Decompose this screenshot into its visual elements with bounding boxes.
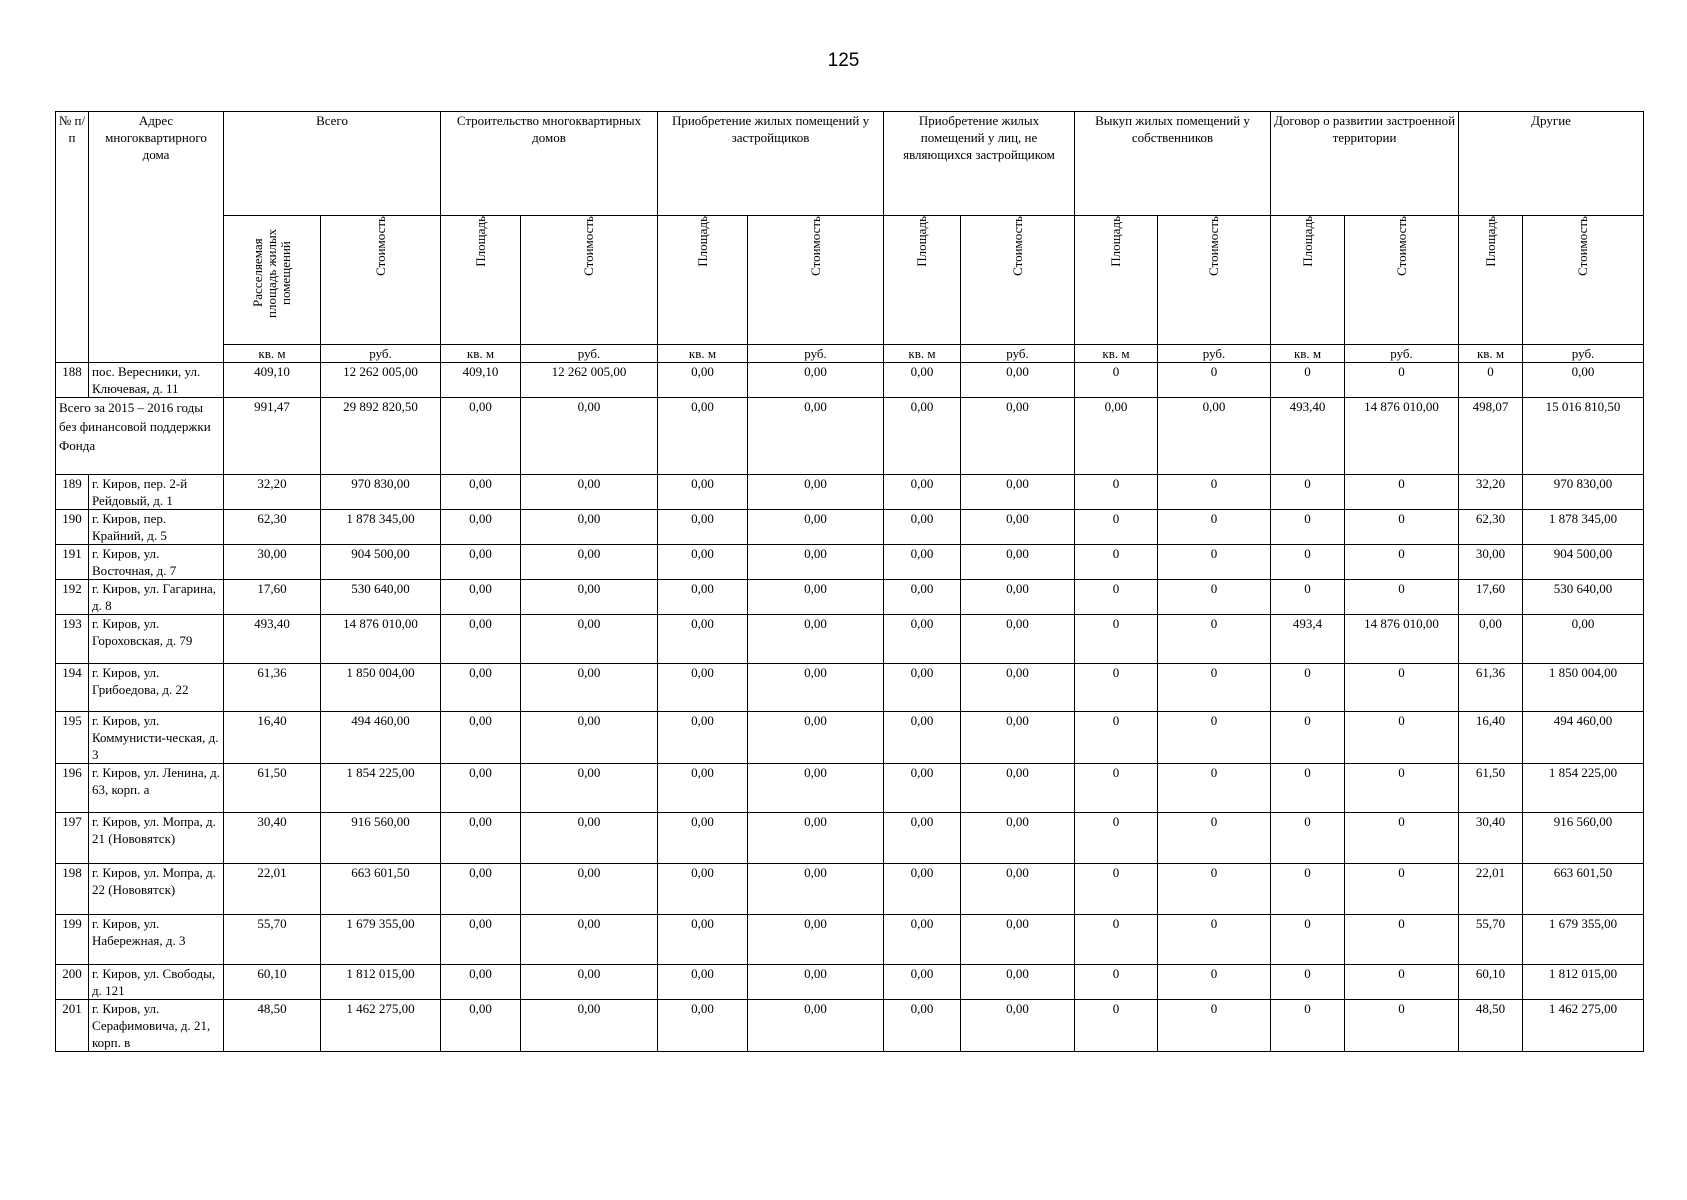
cell-area: 0 (1271, 664, 1345, 712)
table-row (56, 813, 1644, 864)
unit-cost: руб. (748, 345, 884, 363)
subheader-cost: Стоимость (748, 216, 884, 345)
subheader-area: Площадь (1271, 216, 1345, 345)
cell-cost: 0 (1158, 764, 1271, 813)
cell-cost: 0,00 (748, 664, 884, 712)
cell-cost: 0,00 (1158, 398, 1271, 475)
row-address: пос. Вересники, ул. Ключевая, д. 11 (89, 363, 224, 398)
cell-cost: 0,00 (961, 510, 1075, 545)
cell-area: 0,00 (658, 813, 748, 864)
cell-cost: 0 (1345, 664, 1459, 712)
cell-cost: 0,00 (961, 915, 1075, 965)
cell-area: 0 (1075, 915, 1158, 965)
cell-cost: 0,00 (961, 580, 1075, 615)
cell-cost: 0 (1158, 915, 1271, 965)
header-group-other: Другие (1459, 112, 1644, 216)
cell-cost: 0,00 (748, 915, 884, 965)
cell-area: 0 (1271, 510, 1345, 545)
cell-cost: 0 (1158, 580, 1271, 615)
table-row (56, 580, 1644, 615)
row-address: г. Киров, пер. Крайний, д. 5 (89, 510, 224, 545)
row-address: г. Киров, ул. Коммунисти-ческая, д. 3 (89, 712, 224, 764)
cell-area: 0,00 (658, 864, 748, 915)
cell-cost: 0,00 (521, 1000, 658, 1052)
cell-area: 0 (1075, 475, 1158, 510)
unit-cost: руб. (521, 345, 658, 363)
cell-area: 62,30 (1459, 510, 1523, 545)
cell-area: 0,00 (884, 664, 961, 712)
row-address: г. Киров, ул. Гороховская, д. 79 (89, 615, 224, 664)
header-group-construction: Строительство многоквартирных домов (441, 112, 658, 216)
cell-cost: 0,00 (748, 764, 884, 813)
cell-cost: 0,00 (521, 664, 658, 712)
cell-cost: 0 (1158, 545, 1271, 580)
table-row (56, 510, 1644, 545)
cell-cost: 494 460,00 (321, 712, 441, 764)
row-number: 189 (56, 475, 89, 510)
row-address: г. Киров, пер. 2-й Рейдовый, д. 1 (89, 475, 224, 510)
cell-area: 0,00 (884, 615, 961, 664)
table-body (56, 363, 1644, 1052)
header-no: № п/п (56, 112, 89, 363)
row-number: 197 (56, 813, 89, 864)
cell-area: 0 (1271, 580, 1345, 615)
cell-area: 991,47 (224, 398, 321, 475)
cell-cost: 0,00 (521, 764, 658, 813)
subheader-area: Площадь (658, 216, 748, 345)
row-number: 198 (56, 864, 89, 915)
cell-cost: 1 850 004,00 (321, 664, 441, 712)
cell-cost: 0 (1158, 712, 1271, 764)
cell-area: 0,00 (884, 712, 961, 764)
cell-area: 0 (1075, 813, 1158, 864)
cell-cost: 0 (1158, 664, 1271, 712)
cell-cost: 0,00 (748, 363, 884, 398)
row-number: 200 (56, 965, 89, 1000)
subheader-area: Площадь (1075, 216, 1158, 345)
table-row (56, 1000, 1644, 1052)
row-number: 188 (56, 363, 89, 398)
cell-area: 0,00 (658, 580, 748, 615)
cell-cost: 1 462 275,00 (321, 1000, 441, 1052)
cell-cost: 0,00 (961, 864, 1075, 915)
row-address: г. Киров, ул. Свободы, д. 121 (89, 965, 224, 1000)
cell-area: 409,10 (441, 363, 521, 398)
cell-cost: 663 601,50 (1523, 864, 1644, 915)
cell-cost: 12 262 005,00 (521, 363, 658, 398)
row-address: г. Киров, ул. Грибоедова, д. 22 (89, 664, 224, 712)
row-address: г. Киров, ул. Набережная, д. 3 (89, 915, 224, 965)
cell-area: 0 (1075, 510, 1158, 545)
cell-area: 16,40 (224, 712, 321, 764)
cell-cost: 0 (1345, 864, 1459, 915)
cell-area: 409,10 (224, 363, 321, 398)
cell-cost: 0,00 (521, 965, 658, 1000)
subheader-cost: Стоимость (1345, 216, 1459, 345)
cell-cost: 1 812 015,00 (321, 965, 441, 1000)
cell-cost: 0,00 (748, 1000, 884, 1052)
cell-cost: 0,00 (961, 615, 1075, 664)
subheader-area: Площадь (1459, 216, 1523, 345)
cell-area: 0,00 (884, 764, 961, 813)
cell-cost: 0 (1345, 965, 1459, 1000)
cell-cost: 0,00 (521, 475, 658, 510)
cell-area: 0,00 (658, 475, 748, 510)
subheader-cost: Стоимость (1158, 216, 1271, 345)
subheader-cost: Стоимость (321, 216, 441, 345)
cell-area: 55,70 (1459, 915, 1523, 965)
row-number: 194 (56, 664, 89, 712)
subheader-area: Площадь (884, 216, 961, 345)
cell-area: 16,40 (1459, 712, 1523, 764)
cell-cost: 0,00 (521, 615, 658, 664)
cell-area: 0,00 (884, 545, 961, 580)
cell-cost: 0,00 (961, 1000, 1075, 1052)
cell-area: 0 (1271, 764, 1345, 813)
row-address: г. Киров, ул. Серафимовича, д. 21, корп. в (89, 1000, 224, 1052)
page-number: 125 (827, 50, 860, 71)
cell-cost: 0,00 (521, 864, 658, 915)
cell-area: 0,00 (884, 475, 961, 510)
cell-cost: 1 812 015,00 (1523, 965, 1644, 1000)
cell-cost: 1 679 355,00 (1523, 915, 1644, 965)
cell-area: 22,01 (1459, 864, 1523, 915)
cell-area: 0,00 (441, 1000, 521, 1052)
cell-area: 0 (1271, 864, 1345, 915)
unit-area: кв. м (441, 345, 521, 363)
cell-area: 17,60 (224, 580, 321, 615)
row-address: г. Киров, ул. Ленина, д. 63, корп. а (89, 764, 224, 813)
cell-cost: 663 601,50 (321, 864, 441, 915)
unit-cost: руб. (1345, 345, 1459, 363)
cell-area: 0,00 (441, 712, 521, 764)
cell-cost: 0 (1345, 1000, 1459, 1052)
cell-area: 0 (1271, 813, 1345, 864)
unit-cost: руб. (961, 345, 1075, 363)
cell-area: 0,00 (884, 398, 961, 475)
cell-area: 0,00 (441, 813, 521, 864)
cell-area: 0,00 (441, 664, 521, 712)
cell-cost: 0 (1345, 915, 1459, 965)
table-row (56, 363, 1644, 398)
cell-cost: 0 (1158, 510, 1271, 545)
cell-cost: 0,00 (748, 475, 884, 510)
total-row (56, 398, 1644, 475)
row-address: г. Киров, ул. Гагарина, д. 8 (89, 580, 224, 615)
cell-cost: 530 640,00 (1523, 580, 1644, 615)
header-group-total: Всего (224, 112, 441, 216)
subheader-area: Площадь (441, 216, 521, 345)
cell-area: 0,00 (884, 1000, 961, 1052)
cell-area: 0 (1271, 363, 1345, 398)
cell-cost: 0 (1158, 813, 1271, 864)
cell-area: 0,00 (441, 615, 521, 664)
cell-cost: 0 (1345, 510, 1459, 545)
cell-area: 0,00 (884, 363, 961, 398)
cell-cost: 1 850 004,00 (1523, 664, 1644, 712)
cell-cost: 0,00 (521, 813, 658, 864)
cell-area: 498,07 (1459, 398, 1523, 475)
header-group-purchase-developers: Приобретение жилых помещений у застройщиков (658, 112, 884, 216)
cell-area: 0,00 (884, 510, 961, 545)
cell-cost: 0,00 (521, 398, 658, 475)
cell-area: 32,20 (224, 475, 321, 510)
cell-cost: 0 (1345, 580, 1459, 615)
table-row (56, 545, 1644, 580)
cell-area: 0,00 (441, 864, 521, 915)
cell-cost: 0,00 (748, 712, 884, 764)
row-address: г. Киров, ул. Мопра, д. 22 (Нововятск) (89, 864, 224, 915)
cell-cost: 14 876 010,00 (1345, 398, 1459, 475)
cell-cost: 0,00 (521, 580, 658, 615)
cell-area: 0,00 (884, 915, 961, 965)
row-number: 191 (56, 545, 89, 580)
cell-area: 0,00 (658, 545, 748, 580)
header-group-territory: Договор о развитии застроенной территории (1271, 112, 1459, 216)
cell-cost: 0,00 (748, 615, 884, 664)
row-number: 190 (56, 510, 89, 545)
row-number: 192 (56, 580, 89, 615)
subheader-cost: Стоимость (961, 216, 1075, 345)
row-number: 201 (56, 1000, 89, 1052)
cell-cost: 0,00 (521, 712, 658, 764)
cell-cost: 0,00 (961, 398, 1075, 475)
cell-area: 0,00 (658, 615, 748, 664)
cell-area: 30,00 (224, 545, 321, 580)
cell-cost: 0,00 (521, 510, 658, 545)
cell-cost: 0,00 (961, 363, 1075, 398)
header-address: Адрес многоквартирного дома (89, 112, 224, 363)
cell-cost: 14 876 010,00 (1345, 615, 1459, 664)
table-row (56, 712, 1644, 764)
cell-area: 0,00 (658, 764, 748, 813)
table-row (56, 915, 1644, 965)
cell-area: 0,00 (658, 965, 748, 1000)
cell-area: 61,50 (1459, 764, 1523, 813)
cell-area: 493,40 (1271, 398, 1345, 475)
cell-area: 0,00 (658, 510, 748, 545)
cell-cost: 1 679 355,00 (321, 915, 441, 965)
cell-area: 0 (1271, 915, 1345, 965)
table-row (56, 664, 1644, 712)
cell-cost: 0 (1345, 813, 1459, 864)
unit-area: кв. м (1459, 345, 1523, 363)
cell-area: 0,00 (441, 398, 521, 475)
cell-area: 0 (1459, 363, 1523, 398)
cell-area: 0 (1271, 475, 1345, 510)
cell-area: 61,50 (224, 764, 321, 813)
cell-area: 55,70 (224, 915, 321, 965)
unit-area: кв. м (1075, 345, 1158, 363)
cell-cost: 970 830,00 (1523, 475, 1644, 510)
cell-area: 0 (1075, 965, 1158, 1000)
cell-cost: 916 560,00 (1523, 813, 1644, 864)
subheader-total-area: Расселяемая площадь жилых помещений (224, 216, 321, 345)
cell-area: 30,00 (1459, 545, 1523, 580)
cell-cost: 0 (1158, 1000, 1271, 1052)
cell-area: 0 (1075, 1000, 1158, 1052)
row-number: 199 (56, 915, 89, 965)
cell-cost: 15 016 810,50 (1523, 398, 1644, 475)
cell-area: 30,40 (1459, 813, 1523, 864)
cell-cost: 0,00 (521, 545, 658, 580)
cell-area: 0,00 (1459, 615, 1523, 664)
cell-area: 0,00 (658, 664, 748, 712)
cell-cost: 0,00 (961, 712, 1075, 764)
row-address: г. Киров, ул. Мопра, д. 21 (Нововятск) (89, 813, 224, 864)
cell-area: 0 (1075, 545, 1158, 580)
cell-area: 0 (1075, 664, 1158, 712)
cell-area: 0,00 (441, 545, 521, 580)
cell-cost: 970 830,00 (321, 475, 441, 510)
table-row (56, 615, 1644, 664)
cell-cost: 0,00 (1523, 615, 1644, 664)
header-group-purchase-non-developers: Приобретение жилых помещений у лиц, не являющихся застройщиком (884, 112, 1075, 216)
cell-cost: 0,00 (961, 813, 1075, 864)
cell-area: 0 (1075, 580, 1158, 615)
row-address: г. Киров, ул. Восточная, д. 7 (89, 545, 224, 580)
cell-area: 0 (1271, 1000, 1345, 1052)
cell-cost: 0,00 (1523, 363, 1644, 398)
cell-area: 61,36 (1459, 664, 1523, 712)
cell-cost: 0,00 (748, 965, 884, 1000)
cell-area: 62,30 (224, 510, 321, 545)
cell-cost: 0,00 (748, 398, 884, 475)
cell-area: 0,00 (884, 965, 961, 1000)
cell-area: 0 (1075, 363, 1158, 398)
table-row (56, 475, 1644, 510)
unit-cost: руб. (321, 345, 441, 363)
cell-area: 0,00 (658, 712, 748, 764)
cell-cost: 1 462 275,00 (1523, 1000, 1644, 1052)
row-number: 193 (56, 615, 89, 664)
cell-cost: 0,00 (521, 915, 658, 965)
cell-cost: 1 878 345,00 (321, 510, 441, 545)
cell-cost: 0 (1345, 712, 1459, 764)
cell-cost: 0,00 (748, 813, 884, 864)
cell-area: 0,00 (441, 475, 521, 510)
cell-cost: 14 876 010,00 (321, 615, 441, 664)
cell-area: 60,10 (1459, 965, 1523, 1000)
table-row (56, 764, 1644, 813)
cell-cost: 0,00 (748, 580, 884, 615)
cell-cost: 0 (1158, 475, 1271, 510)
row-number: 195 (56, 712, 89, 764)
cell-cost: 530 640,00 (321, 580, 441, 615)
unit-area: кв. м (658, 345, 748, 363)
cell-cost: 0 (1345, 545, 1459, 580)
header-group-buyout: Выкуп жилых помещений у собственников (1075, 112, 1271, 216)
cell-cost: 29 892 820,50 (321, 398, 441, 475)
total-label: Всего за 2015 – 2016 годы без финансовой поддержки Фонда (56, 398, 224, 475)
cell-area: 48,50 (1459, 1000, 1523, 1052)
unit-cost: руб. (1158, 345, 1271, 363)
cell-cost: 0,00 (748, 545, 884, 580)
unit-cost: руб. (1523, 345, 1644, 363)
cell-area: 61,36 (224, 664, 321, 712)
cell-area: 0,00 (884, 813, 961, 864)
subheader-cost: Стоимость (521, 216, 658, 345)
cell-cost: 0 (1345, 764, 1459, 813)
cell-cost: 0 (1158, 965, 1271, 1000)
unit-area: кв. м (1271, 345, 1345, 363)
cell-area: 0,00 (658, 398, 748, 475)
cell-cost: 1 854 225,00 (321, 764, 441, 813)
cell-area: 0 (1075, 615, 1158, 664)
cell-cost: 0 (1158, 615, 1271, 664)
cell-area: 0 (1271, 712, 1345, 764)
cell-area: 22,01 (224, 864, 321, 915)
cell-cost: 0,00 (748, 510, 884, 545)
cell-cost: 0 (1158, 363, 1271, 398)
unit-area: кв. м (884, 345, 961, 363)
cell-area: 0,00 (441, 915, 521, 965)
cell-cost: 904 500,00 (321, 545, 441, 580)
cell-area: 0,00 (884, 580, 961, 615)
unit-area: кв. м (224, 345, 321, 363)
cell-area: 32,20 (1459, 475, 1523, 510)
cell-area: 493,40 (224, 615, 321, 664)
cell-cost: 0,00 (961, 475, 1075, 510)
row-number: 196 (56, 764, 89, 813)
cell-area: 0,00 (658, 363, 748, 398)
cell-cost: 1 854 225,00 (1523, 764, 1644, 813)
cell-area: 0,00 (658, 915, 748, 965)
cell-area: 0 (1271, 965, 1345, 1000)
cell-area: 493,4 (1271, 615, 1345, 664)
table-row (56, 864, 1644, 915)
cell-area: 0,00 (884, 864, 961, 915)
subheader-cost: Стоимость (1523, 216, 1644, 345)
cell-cost: 1 878 345,00 (1523, 510, 1644, 545)
cell-area: 60,10 (224, 965, 321, 1000)
cell-area: 0,00 (441, 965, 521, 1000)
cell-area: 0,00 (441, 580, 521, 615)
cell-area: 17,60 (1459, 580, 1523, 615)
cell-area: 48,50 (224, 1000, 321, 1052)
cell-area: 0 (1075, 864, 1158, 915)
cell-area: 0 (1271, 545, 1345, 580)
cell-area: 0,00 (441, 764, 521, 813)
cell-area: 0,00 (658, 1000, 748, 1052)
cell-cost: 0 (1345, 363, 1459, 398)
cell-cost: 0,00 (961, 965, 1075, 1000)
resettlement-table (55, 111, 1644, 1052)
cell-cost: 904 500,00 (1523, 545, 1644, 580)
cell-cost: 0,00 (961, 664, 1075, 712)
cell-cost: 12 262 005,00 (321, 363, 441, 398)
cell-cost: 0,00 (961, 764, 1075, 813)
cell-area: 0,00 (1075, 398, 1158, 475)
cell-area: 0 (1075, 764, 1158, 813)
cell-cost: 916 560,00 (321, 813, 441, 864)
cell-cost: 494 460,00 (1523, 712, 1644, 764)
cell-area: 0,00 (441, 510, 521, 545)
cell-cost: 0,00 (961, 545, 1075, 580)
cell-cost: 0 (1158, 864, 1271, 915)
cell-cost: 0,00 (748, 864, 884, 915)
cell-cost: 0 (1345, 475, 1459, 510)
table-row (56, 965, 1644, 1000)
cell-area: 0 (1075, 712, 1158, 764)
cell-area: 30,40 (224, 813, 321, 864)
